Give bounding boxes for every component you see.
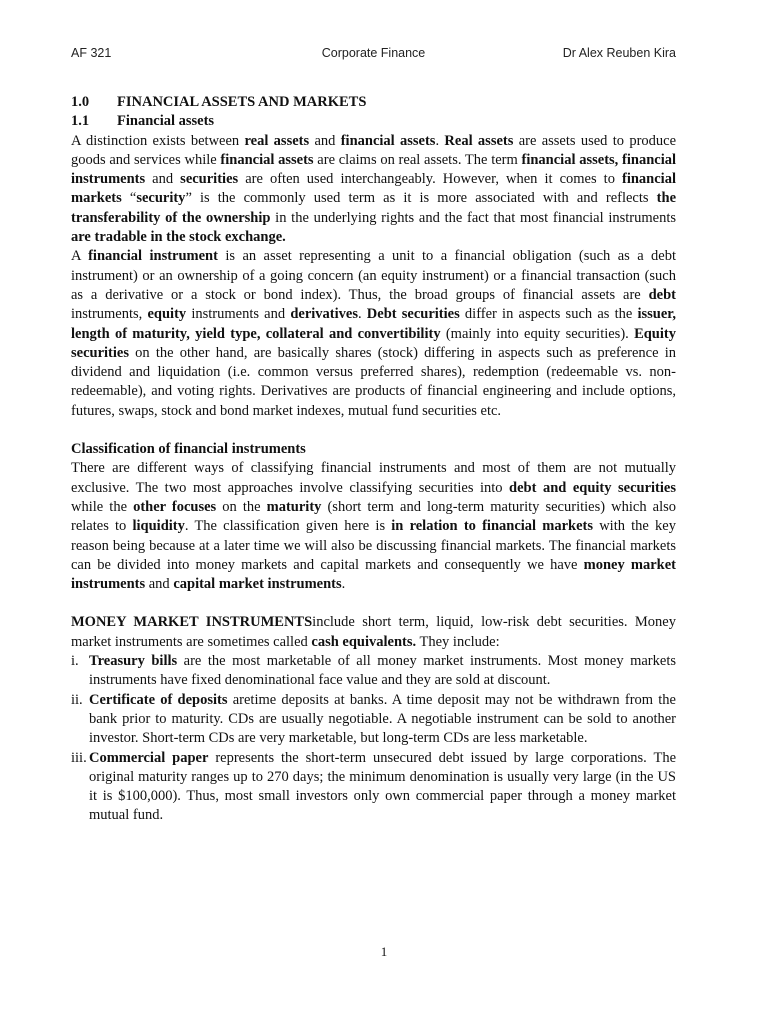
text-run: and (145, 171, 181, 188)
text-run: in the underlying rights and the fact that most financial instruments (270, 209, 676, 226)
text-run: A (71, 248, 89, 265)
money-market-list (71, 652, 676, 826)
text-run: They include: (416, 633, 500, 650)
bold-text-run: money market instruments (71, 556, 676, 593)
paragraph-financial-assets (71, 132, 676, 248)
list-item-text (89, 750, 676, 824)
list-marker: iii. (71, 749, 87, 766)
bold-text-run: maturity (266, 498, 322, 515)
bold-text-run: debt and equity securities (509, 479, 676, 496)
bold-text-run: financial assets (340, 132, 436, 149)
text-run: differ in aspects such as the (459, 306, 638, 323)
subsection-number: 1.1 (71, 113, 90, 130)
bold-text-run: other focuses (133, 498, 217, 515)
bold-text-run: MONEY MARKET INSTRUMENTS (71, 614, 313, 631)
text-run: instruments and (186, 306, 291, 323)
text-run: include short term, liquid, low-risk debt securities. Money market instruments are sometimes called (71, 614, 676, 650)
text-run: is an asset representing a unit to a financial obligation (such as a debt instrument) or an ownership of a going concern (an equity instrument) or a financial transaction (such as a derivative or a stock or bond index). Thus, the broad groups of financial assets are (71, 248, 677, 303)
bold-text-run: financial instrument (88, 248, 218, 265)
paragraph-money-market (71, 613, 676, 652)
text-run: while the (71, 498, 134, 515)
bold-text-run: debt (648, 286, 676, 303)
page-number: 1 (380, 944, 388, 959)
bold-text-run: equity (147, 306, 187, 323)
section-heading (71, 93, 676, 112)
list-item (71, 749, 676, 826)
header-subject: Corporate Finance (321, 46, 426, 60)
text-run: on the (216, 498, 267, 515)
list-marker: ii. (71, 691, 83, 708)
list-item (71, 652, 676, 691)
bold-text-run: financial assets (220, 151, 314, 168)
section-number: 1.0 (71, 94, 90, 110)
text-run: are assets used to produce goods and services while (71, 132, 677, 168)
text-run: . (341, 576, 346, 593)
text-run: . (357, 306, 367, 323)
bold-text-run: real assets (244, 132, 310, 149)
list-item-text (89, 653, 676, 688)
bold-text-run: Debt securities (366, 306, 460, 323)
text-run: are the most marketable of all money market instruments. Most money markets instruments have fixed denominational face value and they are sold at discount. (89, 653, 676, 689)
bold-text-run: Treasury bills (89, 653, 178, 670)
text-run: with the key reason being because at a later time we will also be discussing financial markets. The financial markets can be divided into money markets and capital markets and consequently we have (71, 518, 676, 573)
bold-text-run: capital market instruments (173, 576, 342, 593)
bold-text-run: financial markets (71, 171, 676, 207)
text-run: “ (121, 190, 137, 207)
paragraph-financial-instrument (71, 247, 676, 421)
bold-text-run: derivatives (290, 306, 358, 323)
bold-text-run: in relation to financial markets (391, 518, 593, 535)
list-marker: i. (71, 653, 79, 670)
header-author: Dr Alex Reuben Kira (562, 46, 676, 60)
bold-text-run: Real assets (444, 132, 514, 149)
text-run: are claims on real assets. The term (313, 151, 522, 168)
list-item-text (89, 692, 676, 747)
text-run: on the other hand, are basically shares (stock) differing in aspects such as preference in dividend and liquidation (i.e. common versus preferred shares), redemption (redeemable vs. non-redeemable), and voting rights. Derivatives are products of financial engineering and include options, futures, swaps, stock and bond market indexes, mutual fund securities etc. (71, 344, 676, 419)
spacer (71, 594, 676, 613)
text-run: aretime deposits at banks. A time deposit may not be withdrawn from the bank prior to maturity. CDs are usually negotiable. A negotiable instrument can be sold to another investor. Short-term CDs are very marketable, but long-term CDs are less marketable. (89, 691, 676, 747)
text-run: and (145, 576, 174, 593)
classification-heading: Classification of financial instruments (71, 441, 306, 458)
text-run: instruments, (71, 306, 148, 323)
text-run: represents the short-term unsecured debt issued by large corporations. The original maturity ranges up to 270 days; the minimum denomination is usually very large (in the US it is $100,000). Thus, most small investors only own commercial paper through a money market mutual fund. (89, 749, 676, 824)
bold-text-run: are tradable in the stock exchange. (71, 229, 286, 246)
bold-text-run: Equity securities (71, 325, 676, 361)
text-run: . The classification given here is (184, 518, 392, 535)
bold-text-run: liquidity (132, 518, 185, 535)
bold-text-run: cash equivalents. (311, 633, 417, 650)
bold-text-run: Certificate of deposits (89, 691, 228, 708)
text-run: and (309, 132, 341, 149)
header-course-code: AF 321 (71, 46, 112, 60)
bold-text-run: the transferability of the ownership (71, 190, 677, 226)
text-run: (short term and long-term maturity securities) which also relates to (71, 498, 676, 535)
subsection-heading (71, 112, 676, 131)
page-header (71, 46, 676, 66)
text-run: are often used interchangeably. However, when it comes to (238, 171, 623, 188)
text-run: There are different ways of classifying financial instruments and most of them are not mutually exclusive. The two most approaches involve classifying securities into (71, 460, 676, 496)
bold-text-run: security (136, 190, 186, 207)
list-item (71, 691, 676, 749)
text-run: A distinction exists between (71, 132, 245, 149)
bold-text-run: Commercial paper (89, 749, 209, 766)
spacer (71, 421, 676, 440)
bold-text-run: securities (180, 171, 239, 188)
bold-text-run: issuer, length of maturity, yield type, collateral and convertibility (71, 306, 677, 342)
text-run: ” is the commonly used term as it is more associated with and reflects (185, 190, 657, 207)
paragraph-classification (71, 459, 676, 594)
text-run: (mainly into equity securities). (440, 325, 635, 342)
bold-text-run: financial assets, financial instruments (71, 151, 677, 188)
text-run: . (435, 132, 445, 149)
section-title: FINANCIAL ASSETS AND MARKETS (117, 94, 367, 110)
document-body (71, 93, 676, 826)
subsection-title: Financial assets (117, 113, 215, 130)
